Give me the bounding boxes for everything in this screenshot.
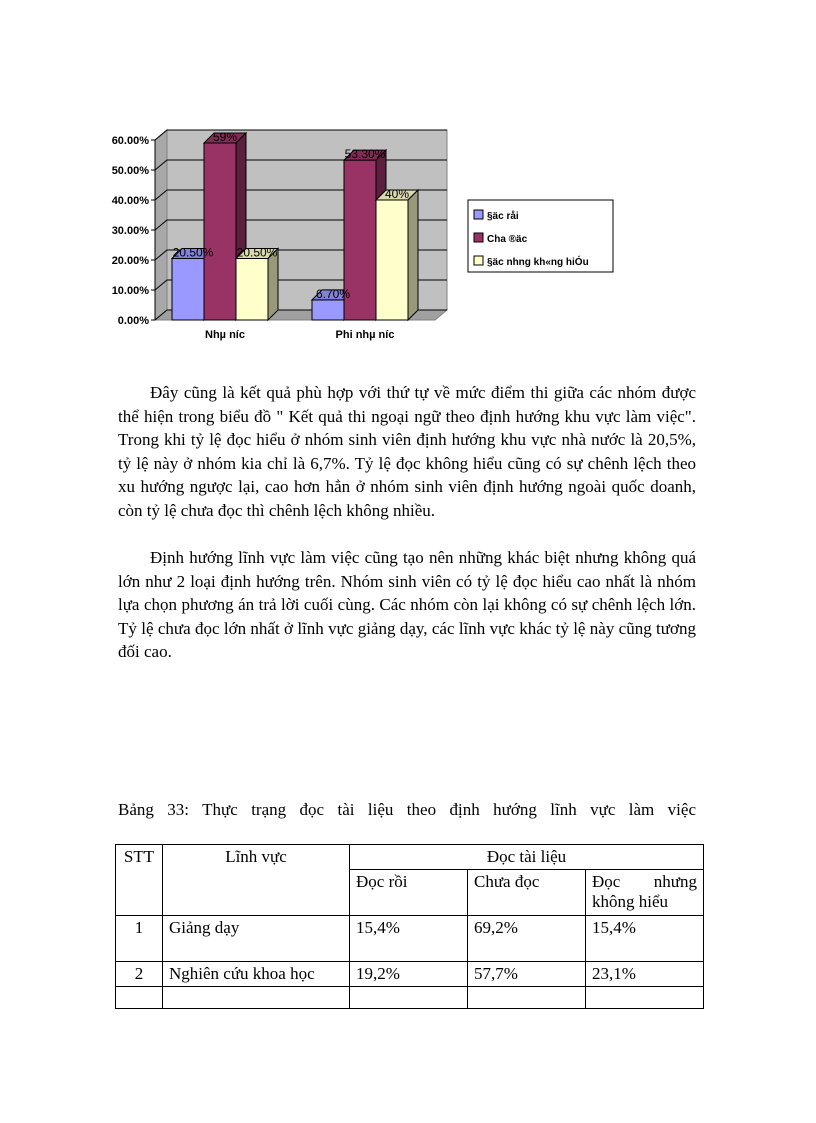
legend-label: §äc råi (487, 211, 519, 222)
empty-cell (468, 987, 586, 1009)
y-tick-label: 60.00% (111, 135, 149, 147)
bar (312, 300, 344, 320)
header-stt: STT (116, 845, 163, 916)
cell-read: 19,2% (350, 962, 468, 987)
data-label: 53.30% (344, 147, 386, 162)
y-tick-label: 40.00% (111, 195, 149, 207)
y-tick-label: 30.00% (111, 225, 149, 237)
chart-legend (468, 200, 613, 272)
data-label: 20.50% (236, 245, 278, 260)
data-label: 40% (384, 187, 410, 201)
legend-swatch (474, 210, 483, 219)
cell-stt: 1 (116, 916, 163, 962)
bar (376, 200, 408, 320)
legend-label: §äc nhng kh«ng hiÓu (487, 257, 589, 268)
cell-stt: 2 (116, 962, 163, 987)
table-row (116, 962, 704, 987)
cell-not-understood: 23,1% (586, 962, 704, 987)
y-tick-label: 20.00% (111, 255, 149, 267)
data-label: 6.70% (315, 286, 351, 301)
table-header-row (116, 845, 704, 870)
table-row (116, 916, 704, 962)
cell-read: 15,4% (350, 916, 468, 962)
legend-swatch (474, 256, 483, 265)
cell-unread: 69,2% (468, 916, 586, 962)
bar-chart (100, 125, 620, 350)
paragraph-1-text: Đây cũng là kết quả phù hợp với thứ tự về mức điểm thi giữa các nhóm được thể hiện trong biểu đồ " Kết quả thi ngoại ngữ theo định hướng khu vực làm việc". Trong khi tỷ lệ đọc hiểu ở nhóm sinh viên định hướng khu vực nhà nước là 20,5%, tỷ lệ này ở nhóm kia chỉ là 6,7%. Tỷ lệ đọc không hiểu cũng có sự chênh lệch theo xu hướng ngược lại, cao hơn hẳn ở nhóm sinh viên định hướng ngoài quốc doanh, còn tỷ lệ chưa đọc thì chênh lệch không nhiều. (118, 383, 696, 520)
header-not-understood-word1: Đọc (592, 872, 621, 891)
data-label: 20.50% (172, 245, 214, 260)
bar (172, 259, 204, 321)
cell-not-understood: 15,4% (586, 916, 704, 962)
x-category-label: Nhµ níc (205, 329, 245, 341)
bar-side (408, 190, 418, 320)
x-axis-labels (205, 329, 394, 341)
table-row-empty (116, 987, 704, 1009)
header-not-understood-line2: không hiểu (592, 892, 669, 911)
y-tick-label: 50.00% (111, 165, 149, 177)
empty-cell (350, 987, 468, 1009)
y-tick-label: 0.00% (117, 315, 149, 327)
header-not-understood (586, 870, 704, 916)
empty-cell (163, 987, 350, 1009)
cell-field: Giảng dạy (163, 916, 350, 962)
x-category-label: Phi nhµ níc (335, 329, 395, 341)
header-read: Đọc rồi (350, 870, 468, 916)
header-reading-group: Đọc tài liệu (350, 845, 704, 870)
bar (204, 143, 236, 320)
header-not-understood-line1 (592, 872, 697, 892)
y-axis-ticks (112, 135, 155, 327)
table-caption: Bảng 33: Thực trạng đọc tài liệu theo định hướng lĩnh vực làm việc (118, 800, 696, 819)
paragraph-1 (118, 381, 696, 522)
paragraph-2-text: Định hướng lĩnh vực làm việc cũng tạo nên những khác biệt nhưng không quá lớn như 2 loại định hướng trên. Nhóm sinh viên có tỷ lệ đọc hiểu cao nhất là nhóm lựa chọn phương án trả lời cuối cùng. Các nhóm còn lại không có sự chênh lệch lớn. Tỷ lệ chưa đọc lớn nhất ở lĩnh vực giảng dạy, các lĩnh vực khác tỷ lệ này cũng tương đối cao. (118, 548, 696, 661)
y-tick-label: 10.00% (111, 285, 149, 297)
legend-swatch (474, 233, 483, 242)
legend-label: Cha ®äc (487, 234, 528, 245)
bar (236, 259, 268, 321)
cell-unread: 57,7% (468, 962, 586, 987)
data-label: 59% (212, 130, 238, 144)
paragraph-2 (118, 546, 696, 664)
header-unread: Chưa đọc (468, 870, 586, 916)
header-not-understood-word2: nhưng (653, 872, 697, 891)
header-field: Lĩnh vực (163, 845, 350, 916)
empty-cell (116, 987, 163, 1009)
reading-table (115, 844, 704, 1009)
cell-field: Nghiên cứu khoa học (163, 962, 350, 987)
empty-cell (586, 987, 704, 1009)
